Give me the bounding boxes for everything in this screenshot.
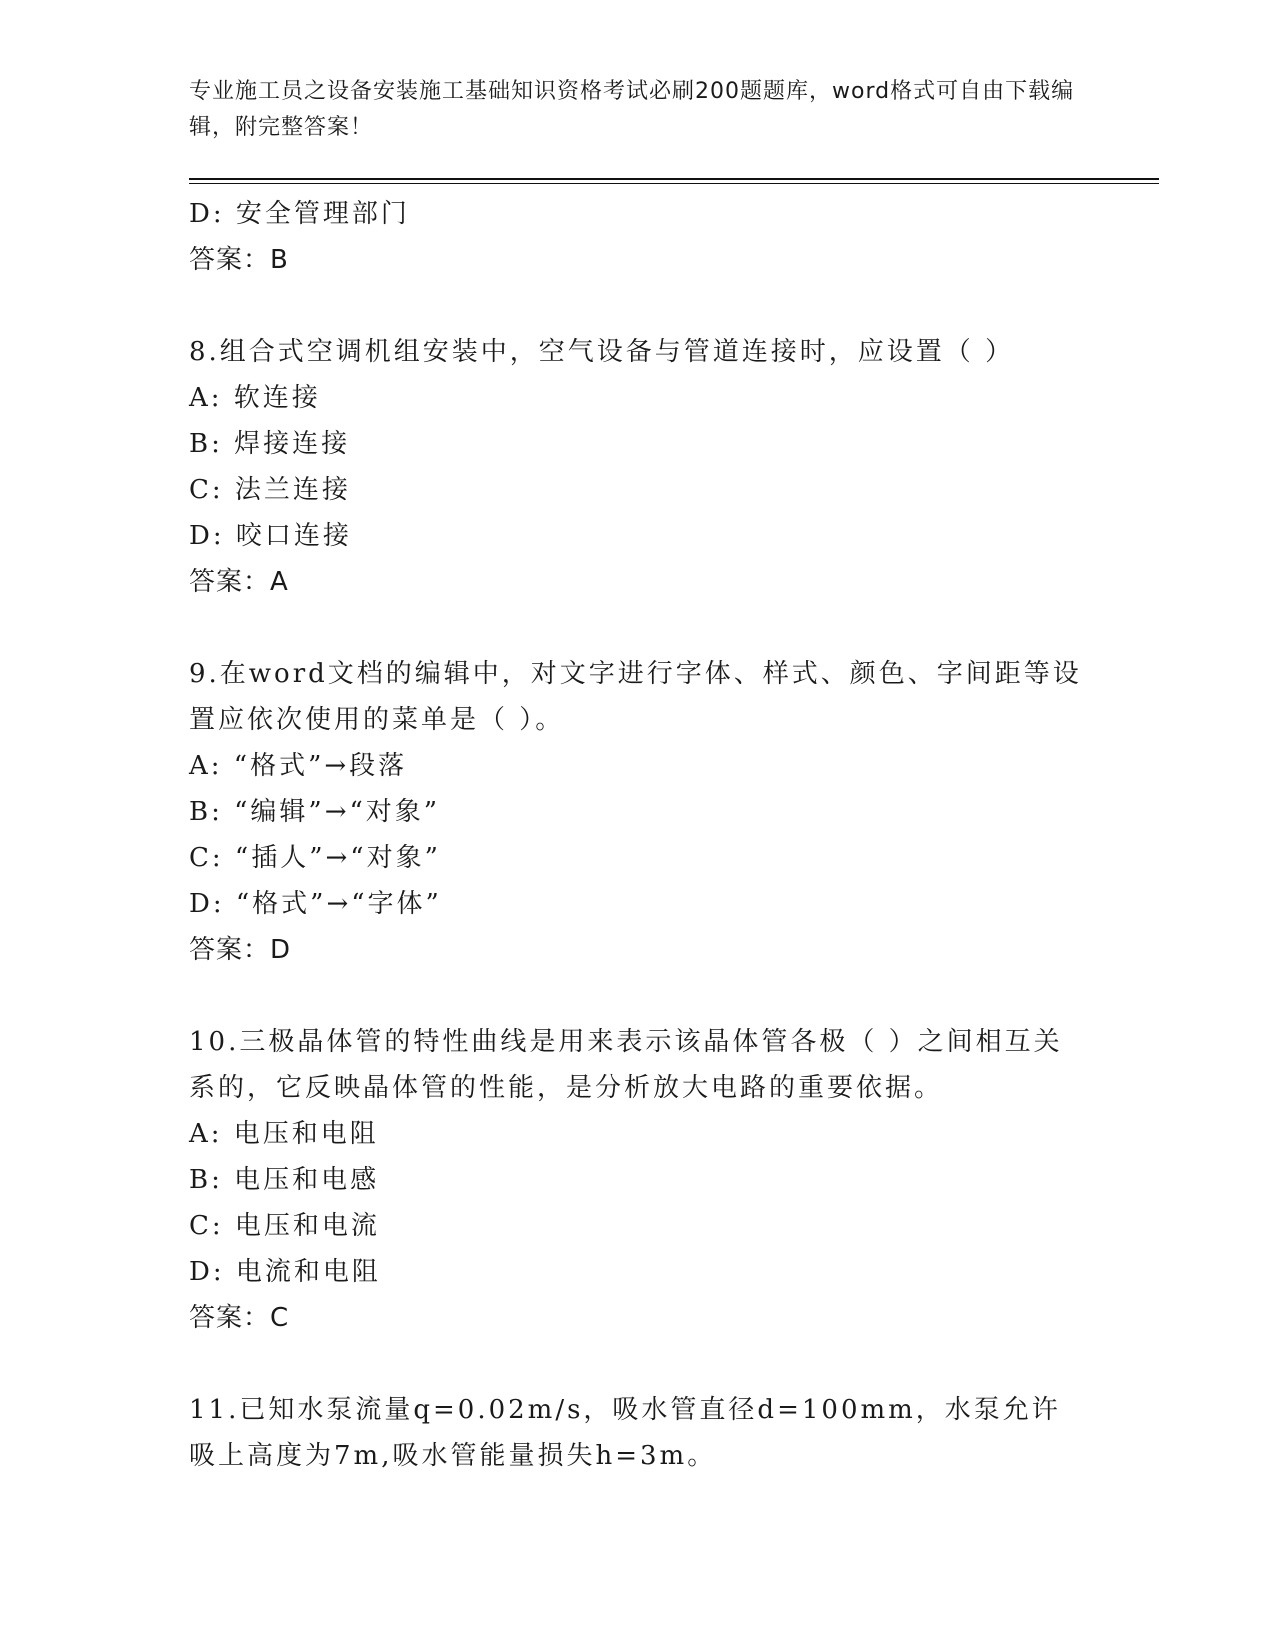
answer-line: 答案：A: [189, 567, 289, 597]
spacer: [189, 605, 1089, 651]
option-line: C: “插人”→“对象”: [189, 843, 441, 873]
header-rule-thick: [189, 178, 1159, 180]
question-text: 9.在word文档的编辑中，对文字进行字体、样式、颜色、字间距等设置应依次使用的菜单是（ ）。: [189, 659, 1082, 735]
answer-line: 答案：D: [189, 935, 292, 965]
answer-line: 答案：C: [189, 1303, 290, 1333]
option-line: B: 焊接连接: [189, 429, 351, 459]
option-line: A: 软连接: [189, 383, 321, 413]
option-line: B: 电压和电感: [189, 1165, 380, 1195]
option-line: A: 电压和电阻: [189, 1119, 379, 1149]
spacer: [189, 283, 1089, 329]
option-line: A: “格式”→段落: [189, 751, 408, 781]
option-line: B: “编辑”→“对象”: [189, 797, 441, 827]
option-line: D: 咬口连接: [189, 521, 352, 551]
header-rule-thin: [189, 183, 1159, 184]
option-line: D: 安全管理部门: [189, 199, 410, 229]
option-line: C: 电压和电流: [189, 1211, 380, 1241]
spacer: [189, 1341, 1089, 1387]
question-content: [189, 191, 1089, 1479]
option-line: D: 电流和电阻: [189, 1257, 381, 1287]
option-line: C: 法兰连接: [189, 475, 351, 505]
spacer: [189, 973, 1089, 1019]
question-text: 8.组合式空调机组安装中，空气设备与管道连接时，应设置（ ）: [189, 337, 1015, 367]
question-text: 10.三极晶体管的特性曲线是用来表示该晶体管各极（ ）之间相互关系的，它反映晶体管的性能，是分析放大电路的重要依据。: [189, 1027, 1063, 1103]
answer-line: 答案：B: [189, 245, 289, 275]
question-text: 11.已知水泵流量q=0.02m/s，吸水管直径d=100mm，水泵允许吸上高度为7m,吸水管能量损失h=3m。: [189, 1395, 1061, 1471]
option-line: D: “格式”→“字体”: [189, 889, 442, 919]
page-header: 专业施工员之设备安装施工基础知识资格考试必刷200题题库，word格式可自由下载编辑，附完整答案！: [189, 79, 1075, 140]
